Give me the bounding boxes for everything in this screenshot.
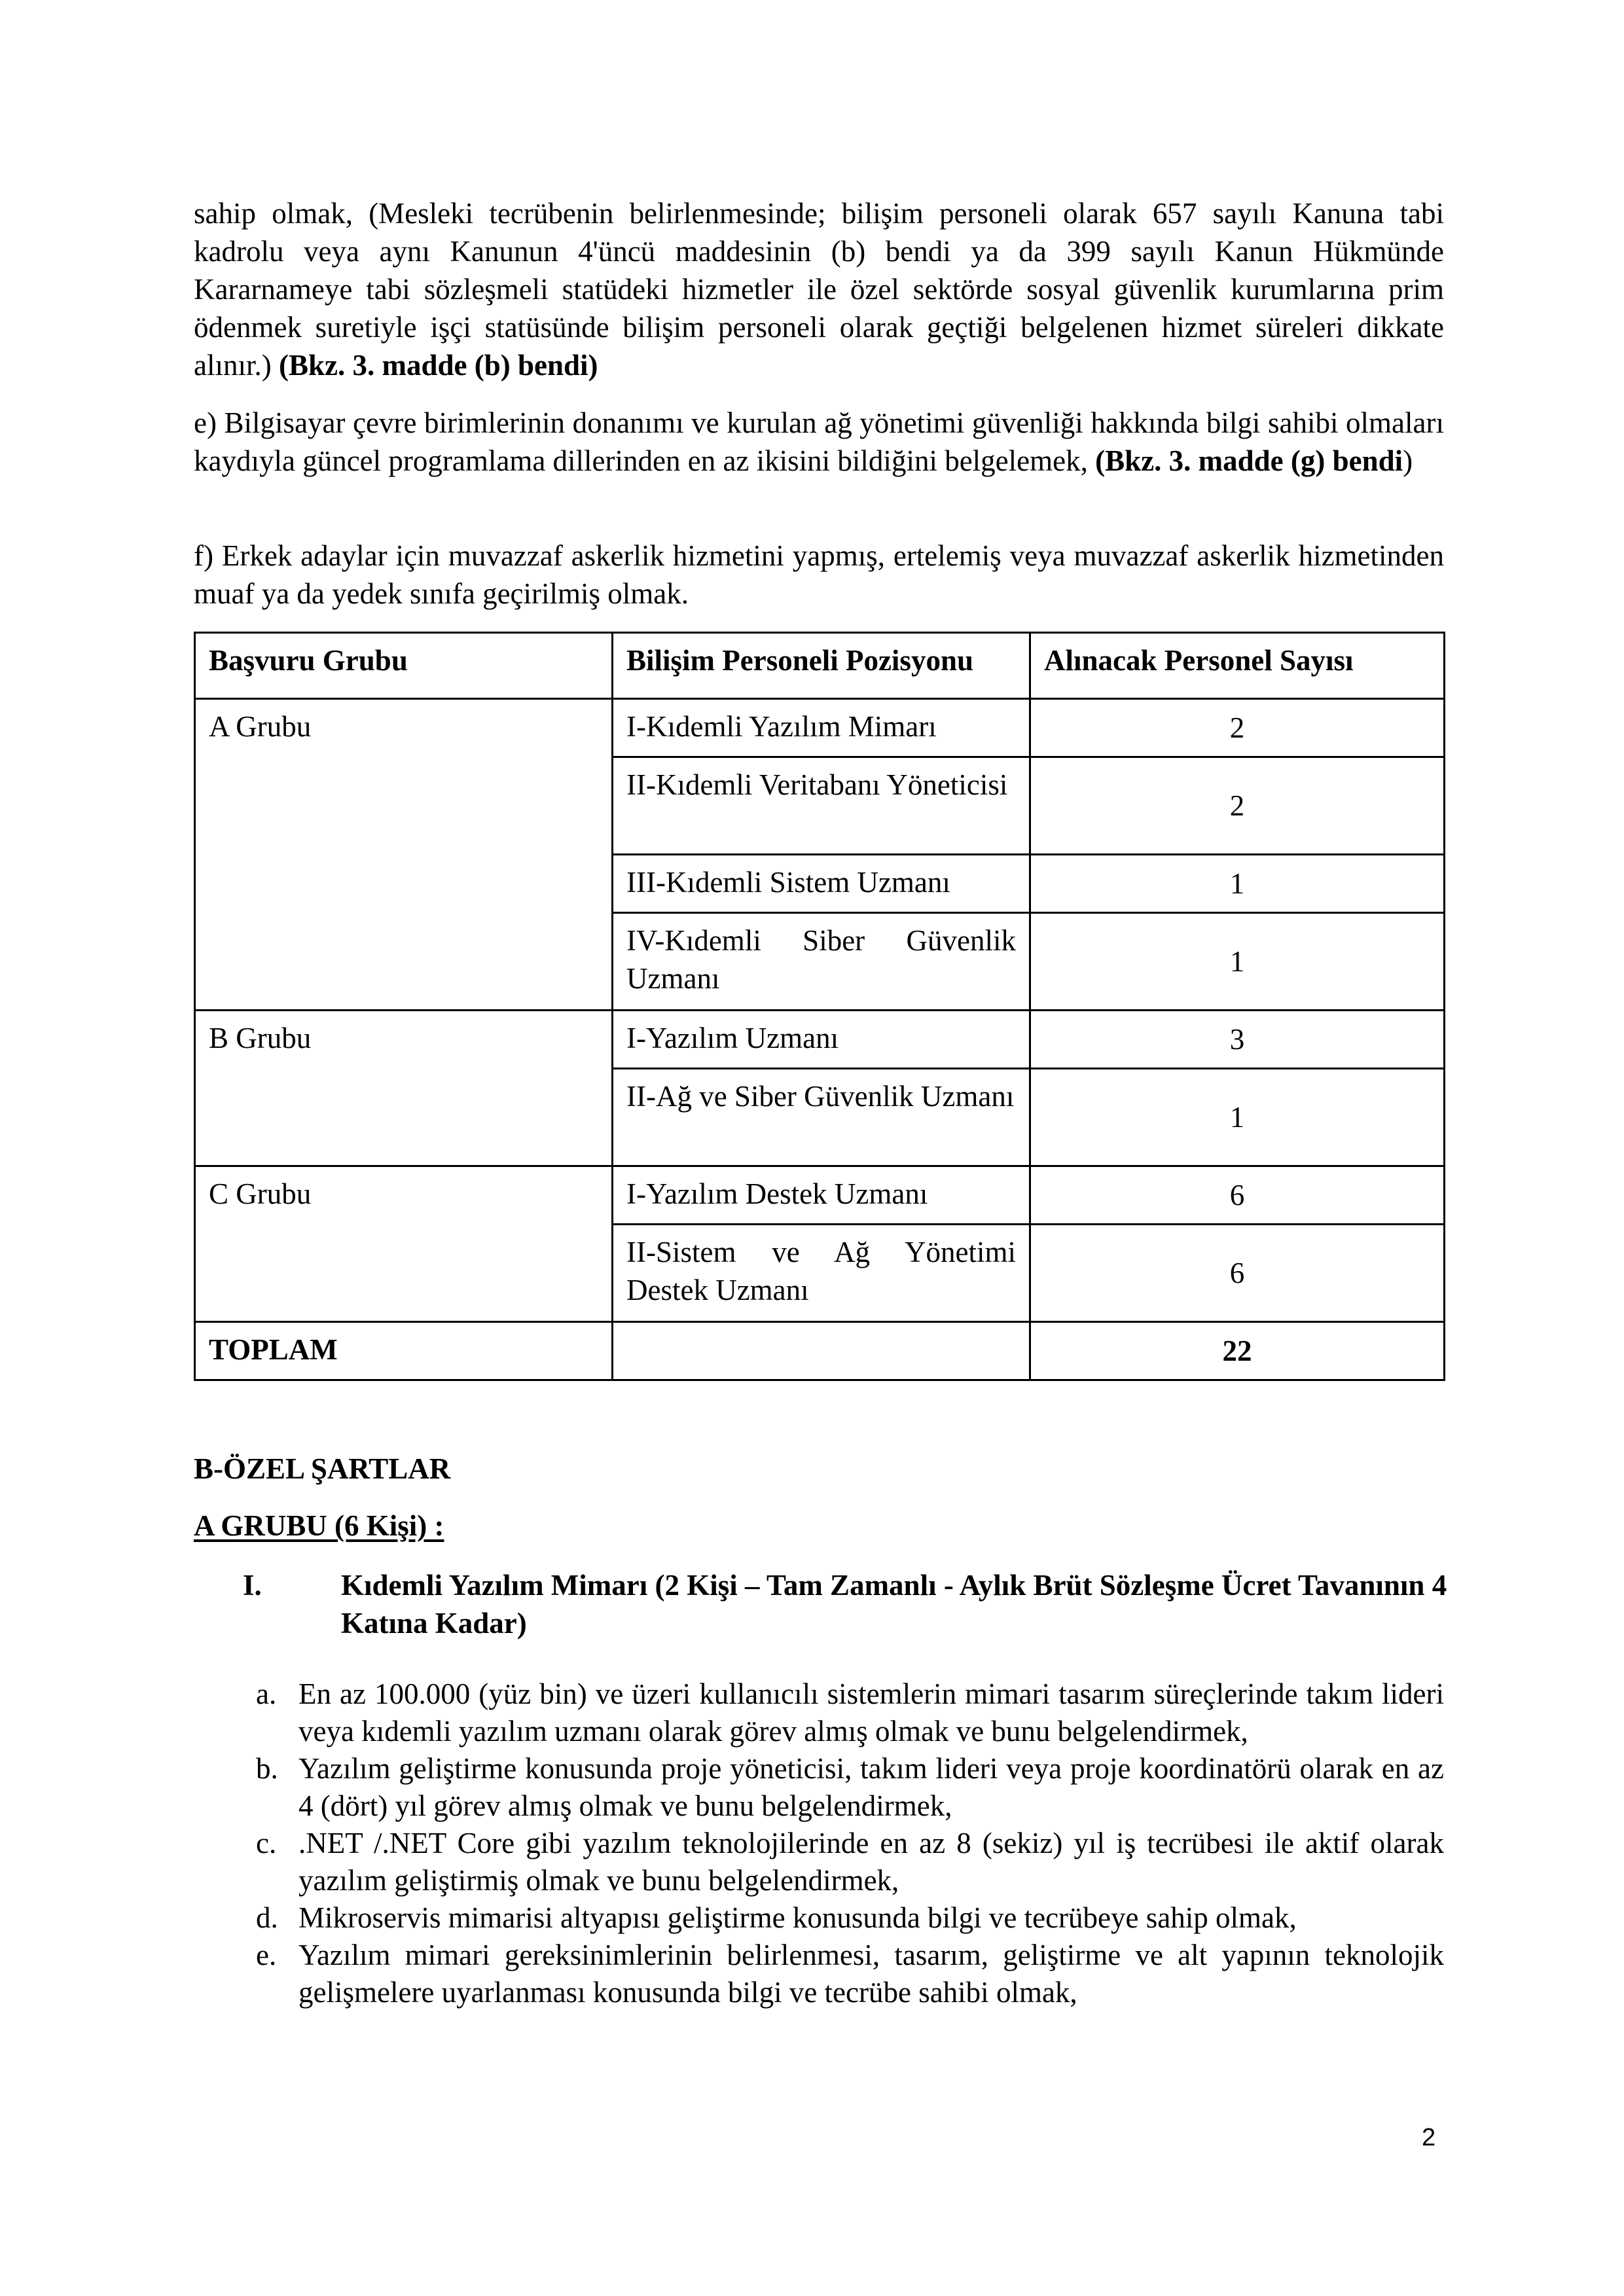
count-cell: 6 bbox=[1030, 1225, 1445, 1322]
list-item bbox=[256, 1937, 1444, 2011]
page-number: 2 bbox=[1422, 2124, 1436, 2151]
position-heading-text: Kıdemli Yazılım Mimarı (2 Kişi – Tam Zamanlı - Aylık Brüt Sözleşme Ücret Tavanının 4 Katına Kadar) bbox=[341, 1569, 1447, 1640]
requirements-list bbox=[256, 1676, 1444, 2011]
section-title: B-ÖZEL ŞARTLAR bbox=[194, 1452, 451, 1485]
total-position bbox=[613, 1322, 1030, 1380]
list-item bbox=[256, 1750, 1444, 1825]
paragraph-text: sahip olmak, (Mesleki tecrübenin belirlenmesinde; bilişim personeli olarak 657 sayılı Kanuna tabi kadrolu veya aynı Kanunun 4'üncü maddesinin (b) bendi ya da 399 sayılı Kanun Hükmünde Kararnameye tabi sözleşmeli statüdeki hizmetler ile özel sektörde sosyal güvenlik kurumlarına prim ödenmek suretiyle işçi statüsünde bilişim personeli olarak geçtiği belgelenen hizmet süreleri dikkate alınır.) bbox=[194, 197, 1444, 382]
position-cell: II-Sistem ve Ağ Yönetimi Destek Uzmanı bbox=[613, 1225, 1030, 1322]
list-item-text: Yazılım mimari gereksinimlerinin belirlenmesi, tasarım, geliştirme ve alt yapının teknolojik gelişmelere uyarlanması konusunda bilgi ve tecrübe sahibi olmak, bbox=[298, 1939, 1444, 2009]
table-row bbox=[195, 699, 1445, 757]
position-cell: II-Kıdemli Veritabanı Yöneticisi bbox=[613, 757, 1030, 855]
list-item-text: Yazılım geliştirme konusunda proje yöneticisi, takım lideri veya proje koordinatörü olarak en az 4 (dört) yıl görev almış olmak ve bunu belgelendirmek, bbox=[298, 1752, 1444, 1822]
list-item bbox=[256, 1825, 1444, 1899]
list-item bbox=[256, 1899, 1444, 1937]
paragraph-experience-note bbox=[194, 194, 1444, 384]
list-item-text: .NET /.NET Core gibi yazılım teknolojilerinde en az 8 (sekiz) yıl iş tecrübesi ile aktif olarak yazılım geliştirmiş olmak ve bunu belgelendirmek, bbox=[298, 1827, 1444, 1897]
table-total-row bbox=[195, 1322, 1445, 1380]
count-cell: 3 bbox=[1030, 1011, 1445, 1069]
position-cell: III-Kıdemli Sistem Uzmanı bbox=[613, 855, 1030, 913]
list-marker: d. bbox=[256, 1901, 278, 1934]
total-label: TOPLAM bbox=[195, 1322, 613, 1380]
header-position: Bilişim Personeli Pozisyonu bbox=[613, 633, 1030, 699]
total-count: 22 bbox=[1030, 1322, 1445, 1380]
table-row bbox=[195, 1166, 1445, 1225]
count-cell: 2 bbox=[1030, 757, 1445, 855]
staff-table bbox=[194, 632, 1445, 1381]
table-row bbox=[195, 1011, 1445, 1069]
list-marker: e. bbox=[256, 1939, 277, 1971]
count-cell: 1 bbox=[1030, 855, 1445, 913]
position-cell: II-Ağ ve Siber Güvenlik Uzmanı bbox=[613, 1069, 1030, 1166]
count-cell: 6 bbox=[1030, 1166, 1445, 1225]
group-title: A GRUBU (6 Kişi) : bbox=[194, 1509, 444, 1542]
paragraph-item-e bbox=[194, 404, 1444, 480]
reference-b-bendi: (Bkz. 3. madde (b) bendi) bbox=[278, 349, 598, 382]
count-cell: 2 bbox=[1030, 699, 1445, 757]
list-marker: a. bbox=[256, 1677, 277, 1710]
position-cell: I-Yazılım Destek Uzmanı bbox=[613, 1166, 1030, 1225]
reference-g-bendi: Bkz. 3. madde (g) bendi bbox=[1105, 444, 1403, 477]
reference-open: ( bbox=[1095, 444, 1106, 477]
reference-close: ) bbox=[1403, 444, 1413, 477]
position-number: I. bbox=[243, 1569, 262, 1602]
list-item-text: Mikroservis mimarisi altyapısı geliştirme konusunda bilgi ve tecrübeye sahip olmak, bbox=[298, 1901, 1297, 1934]
count-cell: 1 bbox=[1030, 1069, 1445, 1166]
position-cell: I-Kıdemli Yazılım Mimarı bbox=[613, 699, 1030, 757]
table-header-row bbox=[195, 633, 1445, 699]
list-item bbox=[256, 1676, 1444, 1750]
count-cell: 1 bbox=[1030, 913, 1445, 1011]
list-item-text: En az 100.000 (yüz bin) ve üzeri kullanıcılı sistemlerin mimari tasarım süreçlerinde takım lideri veya kıdemli yazılım uzmanı olarak görev almış olmak ve bunu belgelendirmek, bbox=[298, 1677, 1444, 1748]
header-application-group: Başvuru Grubu bbox=[195, 633, 613, 699]
position-cell: I-Yazılım Uzmanı bbox=[613, 1011, 1030, 1069]
paragraph-text: e) Bilgisayar çevre birimlerinin donanımı ve kurulan ağ yönetimi güvenliği hakkında bilgi sahibi olmaları kaydıyla güncel programlama dillerinden en az ikisini bildiğini belgelemek, bbox=[194, 406, 1444, 477]
list-marker: c. bbox=[256, 1827, 277, 1859]
group-cell-c: C Grubu bbox=[195, 1166, 613, 1322]
position-cell: IV-Kıdemli Siber Güvenlik Uzmanı bbox=[613, 913, 1030, 1011]
header-count: Alınacak Personel Sayısı bbox=[1030, 633, 1445, 699]
group-cell-a: A Grubu bbox=[195, 699, 613, 1011]
list-marker: b. bbox=[256, 1752, 278, 1785]
group-cell-b: B Grubu bbox=[195, 1011, 613, 1166]
paragraph-item-f: f) Erkek adaylar için muvazzaf askerlik hizmetini yapmış, ertelemiş veya muvazzaf askerlik hizmetinden muaf ya da yedek sınıfa geçirilmiş olmak. bbox=[194, 539, 1444, 610]
position-heading bbox=[243, 1566, 1447, 1642]
